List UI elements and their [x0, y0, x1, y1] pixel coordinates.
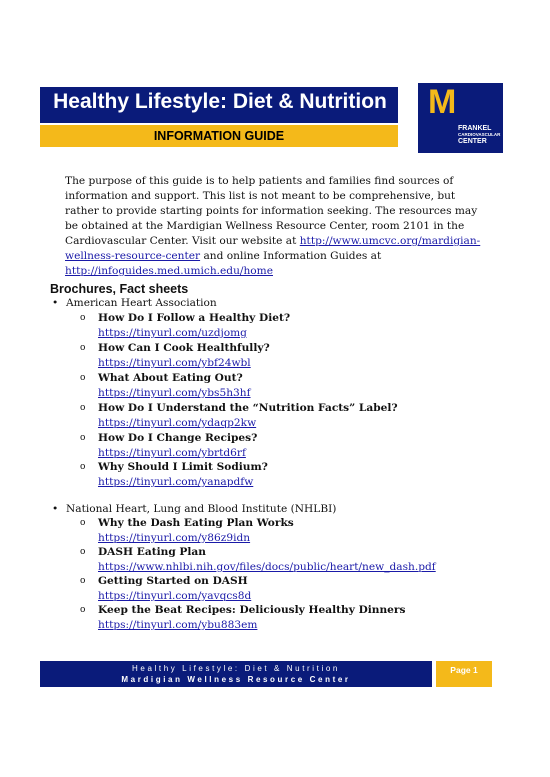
item-title: DASH Eating Plan — [98, 546, 206, 558]
circle-bullet-icon: o — [80, 343, 86, 353]
list-item — [80, 401, 398, 431]
logo-line-1: FRANKEL — [458, 125, 492, 132]
item-title: What About Eating Out? — [98, 372, 243, 384]
list-item — [80, 545, 436, 575]
page-number: Page 1 — [436, 661, 492, 687]
item-link[interactable]: https://tinyurl.com/ydaqp2kw — [98, 417, 257, 429]
logo-line-3: CENTER — [458, 138, 487, 145]
org-name: National Heart, Lung and Blood Institute (NHLBI) — [66, 503, 337, 515]
page-title: Healthy Lifestyle: Diet & Nutrition — [53, 90, 387, 113]
item-title: How Do I Follow a Healthy Diet? — [98, 312, 291, 324]
circle-bullet-icon: o — [80, 462, 86, 472]
footer-line-1: Healthy Lifestyle: Diet & Nutrition — [132, 664, 340, 673]
org-name: American Heart Association — [66, 297, 217, 309]
intro-text-1: The purpose of this guide is to help patients and families find sources of information and support. This list is not meant to be comprehensive, but rather to provide starting points for information seeking. The resources may be obtained at the Mardigian Wellness Resource Center, room 2101 in the Cardiovascular Center. Visit our website at — [65, 175, 478, 247]
item-link[interactable]: https://tinyurl.com/yavqcs8d — [98, 590, 252, 602]
list-item — [80, 431, 258, 461]
page-subtitle: INFORMATION GUIDE — [40, 125, 398, 147]
logo-line-2: CARDIOVASCULAR — [458, 132, 501, 137]
item-title: How Do I Change Recipes? — [98, 432, 258, 444]
circle-bullet-icon: o — [80, 576, 86, 586]
item-title: Why Should I Limit Sodium? — [98, 461, 268, 473]
item-link[interactable]: https://tinyurl.com/uzdjomg — [98, 327, 247, 339]
item-link[interactable]: https://tinyurl.com/ybf24wbl — [98, 357, 251, 369]
list-item — [80, 341, 270, 371]
intro-paragraph — [65, 174, 485, 279]
item-link[interactable]: https://tinyurl.com/y86z9idn — [98, 532, 251, 544]
circle-bullet-icon: o — [80, 373, 86, 383]
bullet-icon: • — [52, 297, 59, 309]
bullet-icon: • — [52, 503, 59, 515]
footer-banner — [40, 661, 432, 687]
list-item — [80, 371, 251, 401]
circle-bullet-icon: o — [80, 403, 86, 413]
circle-bullet-icon: o — [80, 547, 86, 557]
list-item — [80, 603, 406, 633]
circle-bullet-icon: o — [80, 313, 86, 323]
section-heading: Brochures, Fact sheets — [50, 282, 189, 296]
item-title: Getting Started on DASH — [98, 575, 248, 587]
infoguides-link[interactable]: http://infoguides.med.umich.edu/home — [65, 265, 273, 277]
block-m-icon: M — [428, 83, 457, 121]
item-link[interactable]: https://tinyurl.com/yanapdfw — [98, 476, 254, 488]
circle-bullet-icon: o — [80, 433, 86, 443]
footer-line-2: Mardigian Wellness Resource Center — [121, 675, 351, 684]
item-link[interactable]: https://tinyurl.com/ybu883em — [98, 619, 258, 631]
item-title: Keep the Beat Recipes: Deliciously Healthy Dinners — [98, 604, 406, 616]
item-link[interactable]: https://www.nhlbi.nih.gov/files/docs/public/heart/new_dash.pdf — [98, 561, 436, 573]
list-item — [80, 460, 268, 490]
circle-bullet-icon: o — [80, 605, 86, 615]
frankel-logo — [418, 83, 503, 153]
wellness-center-link[interactable]: http://www.umcvc.org/mardigian-wellness-resource-center — [65, 235, 481, 262]
item-title: How Can I Cook Healthfully? — [98, 342, 270, 354]
item-title: How Do I Understand the “Nutrition Facts” Label? — [98, 402, 398, 414]
item-title: Why the Dash Eating Plan Works — [98, 517, 294, 529]
list-item — [80, 516, 294, 546]
list-item — [80, 311, 291, 341]
intro-text-2: and online Information Guides at — [200, 250, 382, 262]
org-american-heart-association — [52, 297, 217, 309]
list-item — [80, 574, 252, 604]
item-link[interactable]: https://tinyurl.com/ybrtd6rf — [98, 447, 246, 459]
circle-bullet-icon: o — [80, 518, 86, 528]
org-nhlbi — [52, 503, 337, 515]
item-link[interactable]: https://tinyurl.com/ybs5h3hf — [98, 387, 251, 399]
